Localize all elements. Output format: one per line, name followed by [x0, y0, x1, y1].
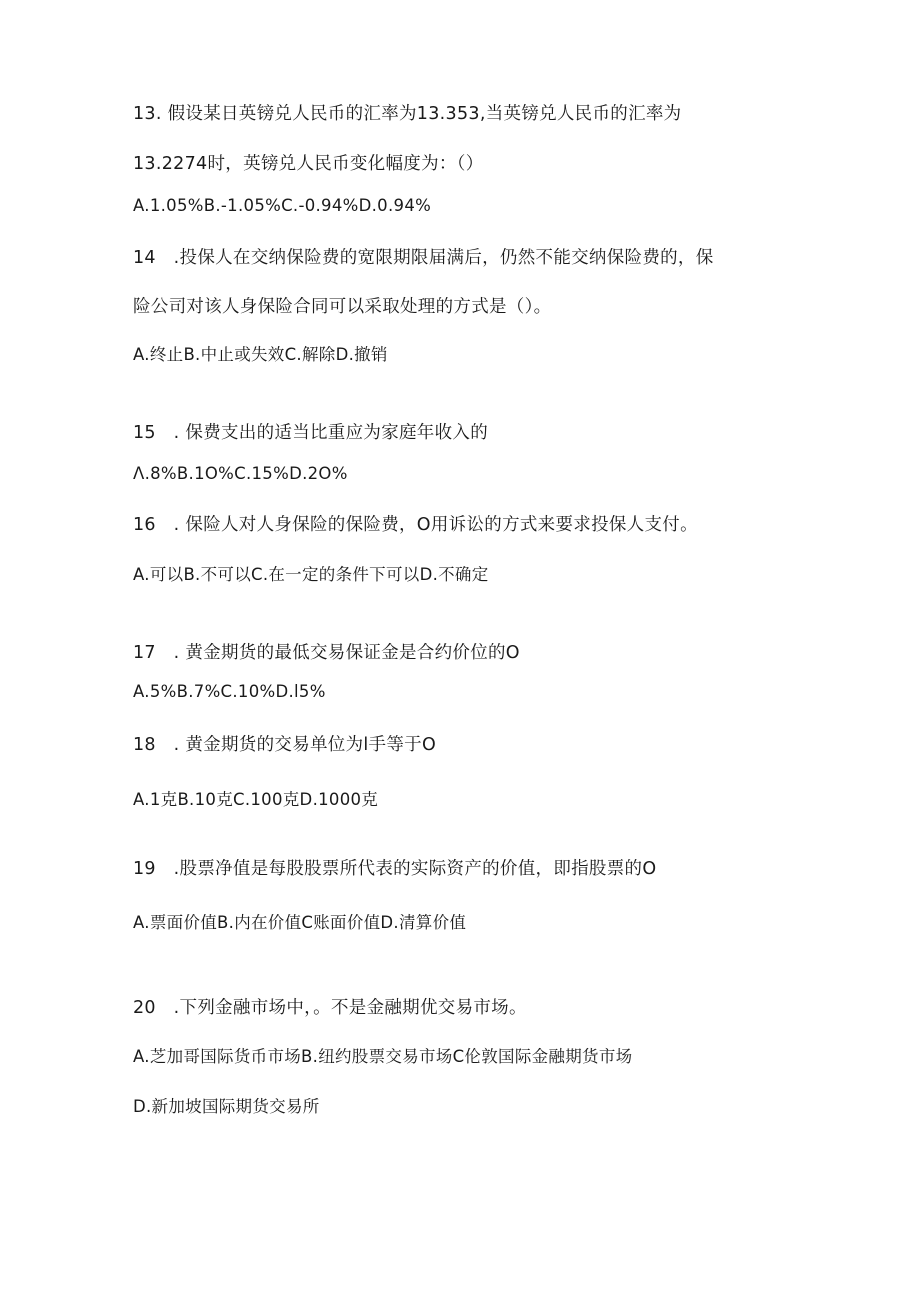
question-16-options: A.可以B.不可以C.在一定的条件下可以D.不确定 [133, 565, 489, 584]
question-16-line-1: 16 . 保险人对人身保险的保险费，O用诉讼的方式来要求投保人支付。 [133, 515, 698, 535]
question-14-line-1: 14 .投保人在交纳保险费的宽限期限届满后，仍然不能交纳保险费的，保 [133, 248, 714, 268]
question-13-options: A.1.05%B.-1.05%C.-0.94%D.0.94% [133, 196, 432, 215]
question-18-line-1: 18 . 黄金期货的交易单位为l手等于O [133, 735, 437, 755]
question-13-line-2: 13.2274时，英镑兑人民币变化幅度为：（） [133, 154, 484, 174]
question-13-line-1: 13. 假设某日英镑兑人民币的汇率为13.353,当英镑兑人民币的汇率为 [133, 104, 682, 124]
question-17-line-1: 17 . 黄金期货的最低交易保证金是合约价位的O [133, 643, 520, 663]
question-18-options: A.1克B.10克C.100克D.1000克 [133, 790, 379, 809]
question-19-options: A.票面价值B.内在价值C账面价值D.清算价值 [133, 913, 467, 932]
question-15-line-1: 15 . 保费支出的适当比重应为家庭年收入的 [133, 423, 488, 443]
question-20-options-line-2: D.新加坡国际期货交易所 [133, 1097, 320, 1116]
question-20-line-1: 20 .下列金融市场中，。不是金融期优交易市场。 [133, 998, 527, 1018]
question-14-options: A.终止B.中止或失效C.解除D.撤销 [133, 345, 388, 364]
question-14-line-2: 险公司对该人身保险合同可以采取处理的方式是（）。 [133, 297, 552, 317]
question-20-options-line-1: A.芝加哥国际货币市场B.纽约股票交易市场C伦敦国际金融期货市场 [133, 1047, 633, 1066]
question-15-options: Λ.8%B.1O%C.15%D.2O% [133, 464, 348, 483]
question-17-options: A.5%B.7%C.10%D.l5% [133, 682, 326, 701]
question-19-line-1: 19 .股票净值是每股股票所代表的实际资产的价值，即指股票的O [133, 859, 657, 879]
